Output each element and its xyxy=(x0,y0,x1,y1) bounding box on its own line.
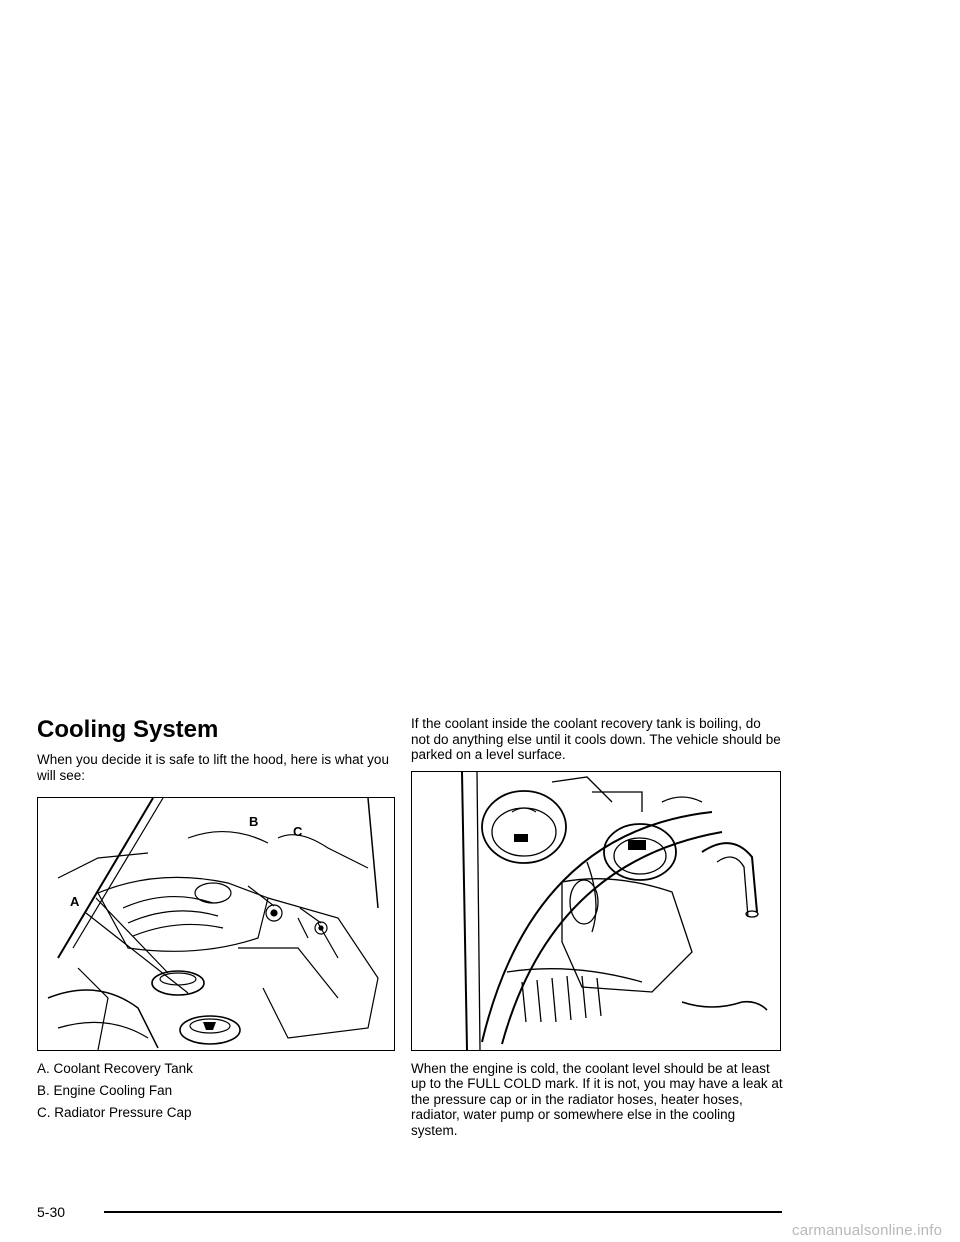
legend-item-a: A. Coolant Recovery Tank xyxy=(37,1061,193,1076)
left-column xyxy=(37,716,395,1127)
callout-a: A xyxy=(70,894,80,909)
engine-compartment-illustration xyxy=(37,797,395,1051)
callout-b: B xyxy=(249,814,259,829)
footer-rule xyxy=(104,1211,782,1213)
callout-c: C xyxy=(293,824,303,839)
boiling-warning-paragraph: If the coolant inside the coolant recovery tank is boiling, do not do anything else until it cools down. The vehicle should be parked on a level surface. xyxy=(411,716,781,762)
intro-paragraph: When you decide it is safe to lift the hood, here is what you will see: xyxy=(37,752,389,783)
watermark: carmanualsonline.info xyxy=(792,1222,943,1239)
figure-legend xyxy=(37,1061,395,1121)
cold-engine-paragraph: When the engine is cold, the coolant level should be at least up to the FULL COLD mark. If it is not, you may have a leak at the pressure cap or in the radiator hoses, heater hoses, radiator, water pump or somewhere else in the cooling system. xyxy=(411,1060,783,1138)
section-title: Cooling System xyxy=(37,716,219,743)
coolant-tank-closeup-illustration xyxy=(411,771,781,1051)
page-number: 5-30 xyxy=(37,1204,66,1220)
legend-item-c: C. Radiator Pressure Cap xyxy=(37,1105,192,1120)
right-column xyxy=(411,716,783,1138)
legend-item-b: B. Engine Cooling Fan xyxy=(37,1083,173,1098)
